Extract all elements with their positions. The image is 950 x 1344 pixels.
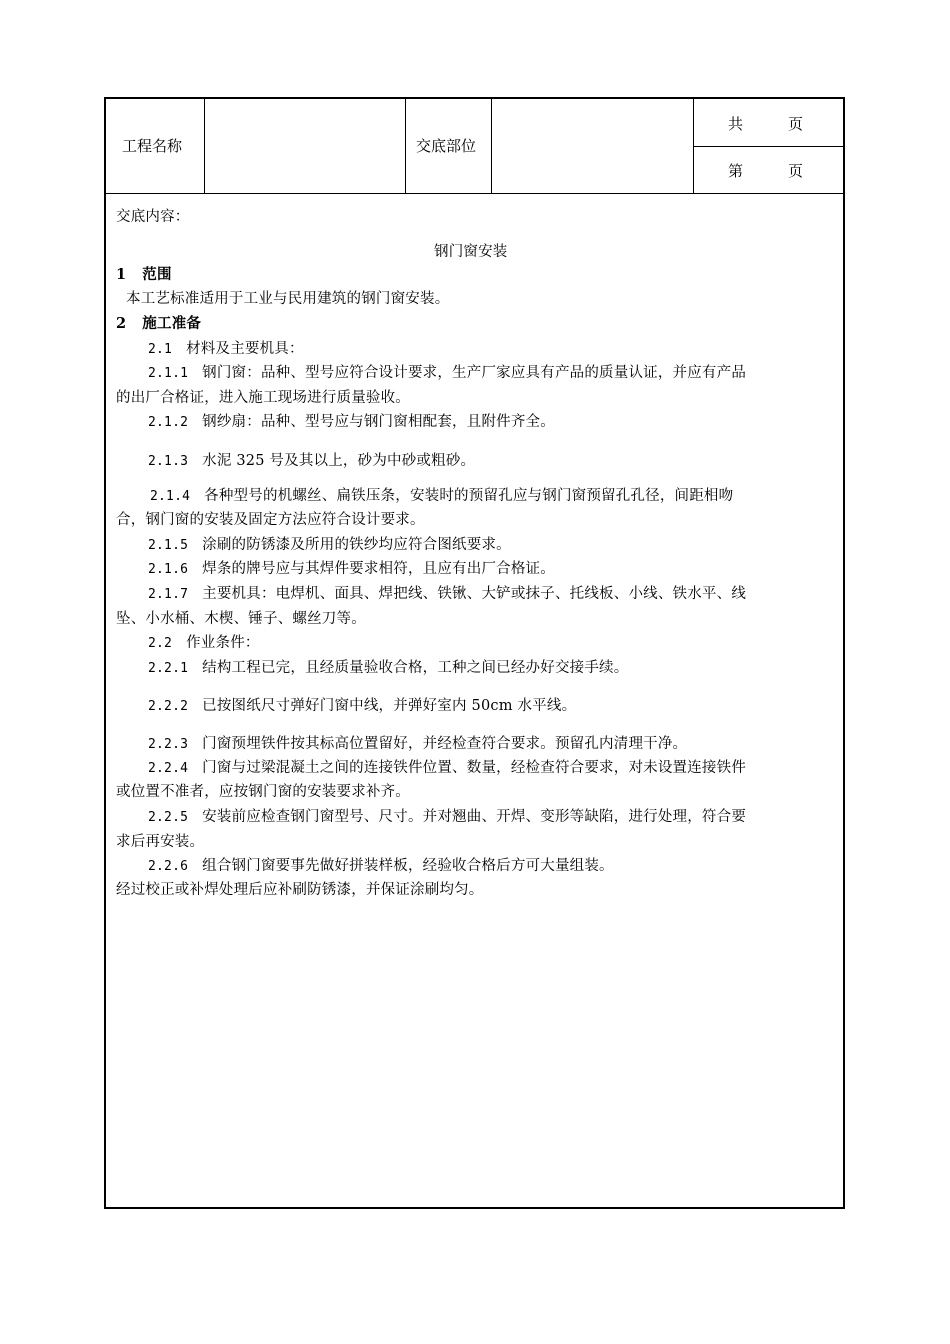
- content-line: [116, 780, 410, 801]
- line-text: 涂刷的防锈漆及所用的铁纱均应符合图纸要求。: [202, 537, 511, 553]
- project-name-label: 工程名称: [122, 137, 183, 155]
- content-line: [116, 830, 204, 851]
- line-text: 的出厂合格证，进入施工现场进行质量验收。: [116, 390, 410, 406]
- line-text: 施工准备: [142, 315, 202, 332]
- section-number: 2.2.2: [148, 699, 189, 714]
- content-line: [148, 533, 511, 554]
- content-line: [116, 312, 201, 333]
- line-text: 范围: [142, 266, 172, 283]
- content-line: [148, 410, 555, 431]
- section-number: 2.1.1: [148, 366, 189, 381]
- line-text: 钢门窗：品种、型号应符合设计要求，生产厂家应具有产品的质量认证，并应有产品: [202, 365, 747, 381]
- content-line: [148, 694, 576, 715]
- section-number: 2.2.1: [148, 661, 189, 676]
- section-number: 2.1.5: [148, 538, 189, 553]
- page-number: 第 页: [728, 162, 804, 180]
- disclosure-body: [106, 193, 843, 1207]
- content-line: [116, 607, 366, 628]
- line-text: 组合钢门窗要事先做好拼装样板，经验收合格后方可大量组装。: [202, 858, 614, 874]
- disclosure-form: [104, 97, 845, 1209]
- line-text: 经过校正或补焊处理后应补刷防锈漆，并保证涂刷均匀。: [116, 882, 484, 898]
- line-text: 门窗预埋铁件按其标高位置留好，并经检查符合要求。预留孔内清理干净。: [202, 736, 688, 752]
- section-number: 2.1.3: [148, 454, 189, 469]
- line-text: 结构工程已完，且经质量验收合格，工种之间已经办好交接手续。: [202, 660, 629, 676]
- divider: [204, 99, 205, 193]
- line-text: 合，钢门窗的安装及固定方法应符合设计要求。: [116, 512, 425, 528]
- section-number: 2.1.6: [148, 562, 189, 577]
- divider: [491, 99, 492, 193]
- content-line: [148, 557, 555, 578]
- line-text: 安装前应检查钢门窗型号、尺寸。并对翘曲、开焊、变形等缺陷，进行处理，符合要: [202, 809, 747, 825]
- line-text: 本工艺标准适用于工业与民用建筑的钢门窗安装。: [126, 291, 450, 307]
- content-line: [148, 631, 260, 652]
- line-text: 钢纱扇：品种、型号应与钢门窗相配套，且附件齐全。: [202, 414, 555, 430]
- section-number: 2.2.3: [148, 737, 189, 752]
- section-number: 1: [116, 266, 127, 283]
- section-number: 2: [116, 315, 127, 332]
- content-line: [148, 805, 746, 826]
- content-line: [148, 449, 475, 470]
- line-text: 门窗与过梁混凝土之间的连接铁件位置、数量，经检查符合要求，对未设置连接铁件: [202, 760, 747, 776]
- section-number: 2.1: [148, 342, 173, 357]
- content-line: [126, 287, 449, 308]
- section-number: 2.1.2: [148, 415, 189, 430]
- content-line: [116, 508, 425, 529]
- content-line: [116, 386, 410, 407]
- disclosure-part-label: 交底部位: [416, 137, 477, 155]
- content-line: [148, 732, 687, 753]
- divider: [693, 146, 843, 147]
- line-text: 焊条的牌号应与其焊件要求相符，且应有出厂合格证。: [202, 561, 555, 577]
- line-text: 主要机具：电焊机、面具、焊把线、铁锹、大铲或抹子、托线板、小线、铁水平、线: [202, 586, 747, 602]
- content-line: [148, 656, 628, 677]
- line-text: 各种型号的机螺丝、扁铁压条，安装时的预留孔应与钢门窗预留孔孔径，间距相吻: [204, 488, 734, 504]
- content-line: [116, 263, 172, 284]
- content-line: [150, 484, 733, 505]
- line-text: 坠、小水桶、木楔、锤子、螺丝刀等。: [116, 611, 366, 627]
- content-line: [116, 878, 484, 899]
- section-number: 2.2: [148, 636, 173, 651]
- section-number: 2.1.7: [148, 587, 189, 602]
- content-line: [148, 756, 746, 777]
- section-number: 2.1.4: [150, 489, 191, 504]
- line-text: 或位置不准者，应按钢门窗的安装要求补齐。: [116, 784, 410, 800]
- content-line: [148, 361, 746, 382]
- line-text: 已按图纸尺寸弹好门窗中线，并弹好室内 50cm 水平线。: [202, 698, 577, 714]
- content-line: [148, 854, 614, 875]
- section-number: 2.2.4: [148, 761, 189, 776]
- content-label: 交底内容：: [116, 209, 190, 225]
- form-header: [106, 99, 843, 194]
- content-line: [148, 582, 746, 603]
- section-number: 2.2.6: [148, 859, 189, 874]
- document-title: 钢门窗安装: [434, 244, 508, 260]
- content-line: [148, 337, 304, 358]
- divider: [405, 99, 406, 193]
- section-number: 2.2.5: [148, 810, 189, 825]
- line-text: 求后再安装。: [116, 834, 205, 850]
- line-text: 作业条件：: [186, 635, 260, 651]
- line-text: 水泥 325 号及其以上，砂为中砂或粗砂。: [202, 453, 476, 469]
- line-text: 材料及主要机具：: [186, 341, 304, 357]
- total-pages: 共 页: [728, 115, 804, 133]
